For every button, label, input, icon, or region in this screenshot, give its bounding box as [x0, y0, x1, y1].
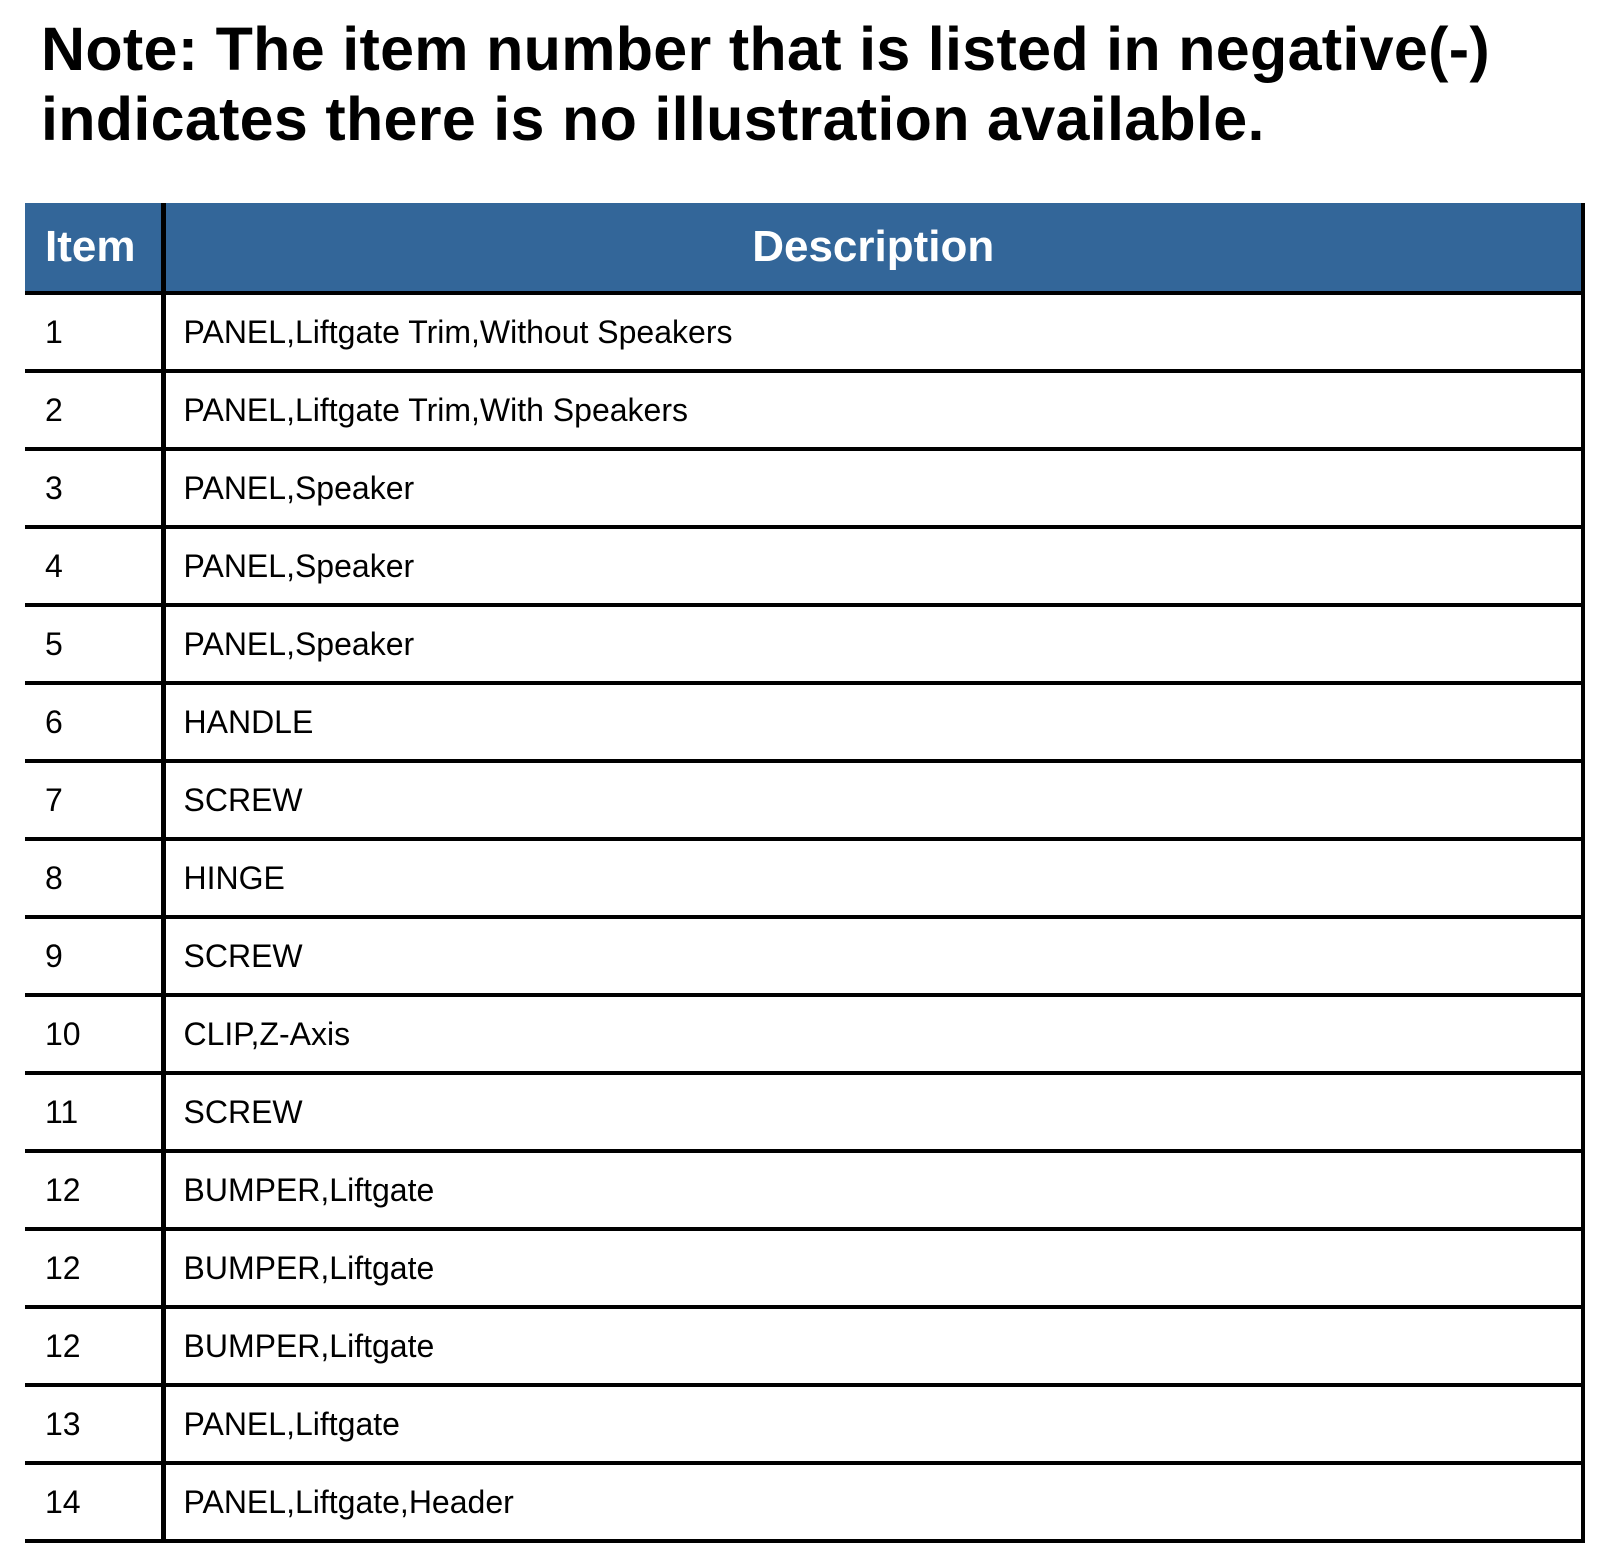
table-row: [25, 1463, 1583, 1541]
table-row: [25, 1307, 1583, 1385]
description-cell: SCREW: [163, 1073, 1583, 1151]
parts-table-body: [25, 293, 1583, 1541]
table-row: [25, 995, 1583, 1073]
note-line-1: Note: The item number that is listed in negative(-): [41, 15, 1490, 83]
item-number-cell: 12: [25, 1307, 163, 1385]
item-number-cell: 14: [25, 1463, 163, 1541]
description-cell: BUMPER,Liftgate: [163, 1307, 1583, 1385]
item-number-cell: 9: [25, 917, 163, 995]
parts-table: [25, 203, 1585, 1543]
description-cell: PANEL,Liftgate,Header: [163, 1463, 1583, 1541]
table-row: [25, 683, 1583, 761]
description-cell: PANEL,Liftgate Trim,With Speakers: [163, 371, 1583, 449]
table-row: [25, 761, 1583, 839]
description-cell: SCREW: [163, 917, 1583, 995]
table-row: [25, 1229, 1583, 1307]
description-cell: BUMPER,Liftgate: [163, 1229, 1583, 1307]
item-number-cell: 4: [25, 527, 163, 605]
description-cell: PANEL,Speaker: [163, 605, 1583, 683]
item-number-cell: 2: [25, 371, 163, 449]
table-row: [25, 1073, 1583, 1151]
table-row: [25, 371, 1583, 449]
description-cell: PANEL,Liftgate: [163, 1385, 1583, 1463]
note-text: [41, 14, 1571, 154]
item-number-cell: 5: [25, 605, 163, 683]
item-number-cell: 3: [25, 449, 163, 527]
item-number-cell: 8: [25, 839, 163, 917]
item-column-header: Item: [25, 203, 163, 293]
parts-table-container: [25, 203, 1583, 1543]
item-number-cell: 12: [25, 1229, 163, 1307]
description-cell: CLIP,Z-Axis: [163, 995, 1583, 1073]
description-cell: PANEL,Liftgate Trim,Without Speakers: [163, 293, 1583, 371]
description-cell: HANDLE: [163, 683, 1583, 761]
description-cell: BUMPER,Liftgate: [163, 1151, 1583, 1229]
table-row: [25, 1385, 1583, 1463]
table-row: [25, 917, 1583, 995]
item-number-cell: 6: [25, 683, 163, 761]
parts-table-header: [25, 203, 1583, 293]
item-number-cell: 13: [25, 1385, 163, 1463]
description-cell: HINGE: [163, 839, 1583, 917]
item-number-cell: 7: [25, 761, 163, 839]
table-row: [25, 605, 1583, 683]
description-cell: PANEL,Speaker: [163, 449, 1583, 527]
table-row: [25, 293, 1583, 371]
description-column-header: Description: [163, 203, 1583, 293]
item-number-cell: 11: [25, 1073, 163, 1151]
item-number-cell: 10: [25, 995, 163, 1073]
table-row: [25, 527, 1583, 605]
table-row: [25, 839, 1583, 917]
header-row: [25, 203, 1583, 293]
table-row: [25, 449, 1583, 527]
description-cell: SCREW: [163, 761, 1583, 839]
item-number-cell: 12: [25, 1151, 163, 1229]
table-row: [25, 1151, 1583, 1229]
item-number-cell: 1: [25, 293, 163, 371]
description-cell: PANEL,Speaker: [163, 527, 1583, 605]
note-line-2: indicates there is no illustration available.: [41, 85, 1265, 153]
